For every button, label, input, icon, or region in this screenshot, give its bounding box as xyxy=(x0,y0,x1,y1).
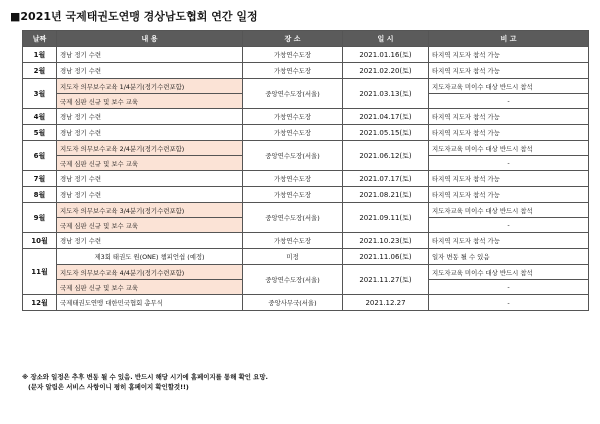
table-row xyxy=(23,79,589,94)
month-cell: 2월 xyxy=(23,63,57,79)
content-cell: 지도자 의무보수교육 1/4분기(정기수련포함) xyxy=(57,79,243,94)
table-row xyxy=(23,47,589,63)
place-cell: 가창연수도장 xyxy=(243,109,343,125)
month-cell: 8월 xyxy=(23,187,57,203)
content-cell: 경남 정기 수련 xyxy=(57,171,243,187)
month-cell: 1월 xyxy=(23,47,57,63)
month-cell: 9월 xyxy=(23,203,57,233)
place-cell: 중앙연수도장(서울) xyxy=(243,141,343,171)
table-row xyxy=(23,295,589,311)
month-cell: 4월 xyxy=(23,109,57,125)
note-cell: 타지역 지도자 참석 가능 xyxy=(429,63,589,79)
month-cell: 11월 xyxy=(23,249,57,295)
content-cell: 국제 심판 신규 및 보수 교육 xyxy=(57,156,243,171)
month-cell: 12월 xyxy=(23,295,57,311)
header-date: 날짜 xyxy=(23,31,57,47)
header-content: 내 용 xyxy=(57,31,243,47)
header-place: 장 소 xyxy=(243,31,343,47)
note-cell: 지도자교육 미이수 대상 반드시 참석 xyxy=(429,79,589,94)
date-cell: 2021.02.20(토) xyxy=(343,63,429,79)
content-cell: 국제태권도연맹 대한민국협회 총무식 xyxy=(57,295,243,311)
place-cell: 가창연수도장 xyxy=(243,47,343,63)
content-cell: 경남 정기 수련 xyxy=(57,187,243,203)
header-note: 비 고 xyxy=(429,31,589,47)
date-cell: 2021.06.12(토) xyxy=(343,141,429,171)
table-row xyxy=(23,249,589,265)
table-row xyxy=(23,63,589,79)
content-cell: 경남 정기 수련 xyxy=(57,109,243,125)
place-cell: 가창연수도장 xyxy=(243,63,343,79)
content-cell: 지도자 의무보수교육 2/4분기(정기수련포함) xyxy=(57,141,243,156)
content-cell: 경남 정기 수련 xyxy=(57,63,243,79)
content-cell: 국제 심판 신규 및 보수 교육 xyxy=(57,280,243,295)
place-cell: 가창연수도장 xyxy=(243,187,343,203)
table-row xyxy=(23,203,589,218)
place-cell: 가창연수도장 xyxy=(243,233,343,249)
place-cell: 가창연수도장 xyxy=(243,125,343,141)
note-cell: - xyxy=(429,280,589,295)
date-cell: 2021.07.17(토) xyxy=(343,171,429,187)
date-cell: 2021.10.23(토) xyxy=(343,233,429,249)
place-cell: 중앙사무국(서울) xyxy=(243,295,343,311)
date-cell: 2021.01.16(토) xyxy=(343,47,429,63)
content-cell: 국제 심판 신규 및 보수 교육 xyxy=(57,218,243,233)
header-row xyxy=(23,31,589,47)
month-cell: 6월 xyxy=(23,141,57,171)
content-cell: 국제 심판 신규 및 보수 교육 xyxy=(57,94,243,109)
note-cell: 타지역 지도자 참석 가능 xyxy=(429,233,589,249)
date-cell: 2021.11.27(토) xyxy=(343,265,429,295)
place-cell: 미정 xyxy=(243,249,343,265)
header-datetime: 일 시 xyxy=(343,31,429,47)
note-cell: 일자 변동 될 수 있음 xyxy=(429,249,589,265)
table-row xyxy=(23,233,589,249)
note-cell: 타지역 지도자 참석 가능 xyxy=(429,187,589,203)
footnote xyxy=(22,372,268,392)
note-cell: 지도자교육 미이수 대상 반드시 참석 xyxy=(429,203,589,218)
table-row xyxy=(23,187,589,203)
date-cell: 2021.12.27 xyxy=(343,295,429,311)
note-cell: 지도자교육 미이수 대상 반드시 참석 xyxy=(429,141,589,156)
month-cell: 3월 xyxy=(23,79,57,109)
place-cell: 중앙연수도장(서울) xyxy=(243,265,343,295)
table-row xyxy=(23,109,589,125)
content-cell: 지도자 의무보수교육 3/4분기(정기수련포함) xyxy=(57,203,243,218)
note-cell: 타지역 지도자 참석 가능 xyxy=(429,47,589,63)
page-title: ■2021년 국제태권도연맹 경상남도협회 연간 일정 xyxy=(10,10,258,23)
date-cell: 2021.05.15(토) xyxy=(343,125,429,141)
table-row xyxy=(23,265,589,280)
content-cell: 경남 정기 수련 xyxy=(57,47,243,63)
note-cell: 타지역 지도자 참석 가능 xyxy=(429,171,589,187)
date-cell: 2021.11.06(토) xyxy=(343,249,429,265)
month-cell: 7월 xyxy=(23,171,57,187)
content-cell: 경남 정기 수련 xyxy=(57,125,243,141)
note-cell: - xyxy=(429,218,589,233)
place-cell: 가창연수도장 xyxy=(243,171,343,187)
table-row xyxy=(23,171,589,187)
content-cell: 지도자 의무보수교육 4/4분기(정기수련포함) xyxy=(57,265,243,280)
note-cell: - xyxy=(429,94,589,109)
table-row xyxy=(23,141,589,156)
note-cell: - xyxy=(429,156,589,171)
note-cell: - xyxy=(429,295,589,311)
content-cell: 제3회 태권도 원(ONE) 챔피언쉽 (예정) xyxy=(57,249,243,265)
content-cell: 경남 정기 수련 xyxy=(57,233,243,249)
footnote-line-2: (문자 알림은 서비스 사항이니 평히 홈페이지 확인할것!!) xyxy=(28,383,189,391)
date-cell: 2021.08.21(토) xyxy=(343,187,429,203)
month-cell: 5월 xyxy=(23,125,57,141)
month-cell: 10월 xyxy=(23,233,57,249)
footnote-line-1: ※ 장소와 일정은 추후 변동 될 수 있음. 반드시 해당 시기에 홈페이지를 통해 확인 요망. xyxy=(22,373,268,381)
place-cell: 중앙연수도장(서울) xyxy=(243,79,343,109)
table-row xyxy=(23,125,589,141)
note-cell: 지도자교육 미이수 대상 반드시 참석 xyxy=(429,265,589,280)
note-cell: 타지역 지도자 참석 가능 xyxy=(429,109,589,125)
schedule-table xyxy=(22,30,589,311)
place-cell: 중앙연수도장(서울) xyxy=(243,203,343,233)
date-cell: 2021.09.11(토) xyxy=(343,203,429,233)
date-cell: 2021.03.13(토) xyxy=(343,79,429,109)
date-cell: 2021.04.17(토) xyxy=(343,109,429,125)
note-cell: 타지역 지도자 참석 가능 xyxy=(429,125,589,141)
